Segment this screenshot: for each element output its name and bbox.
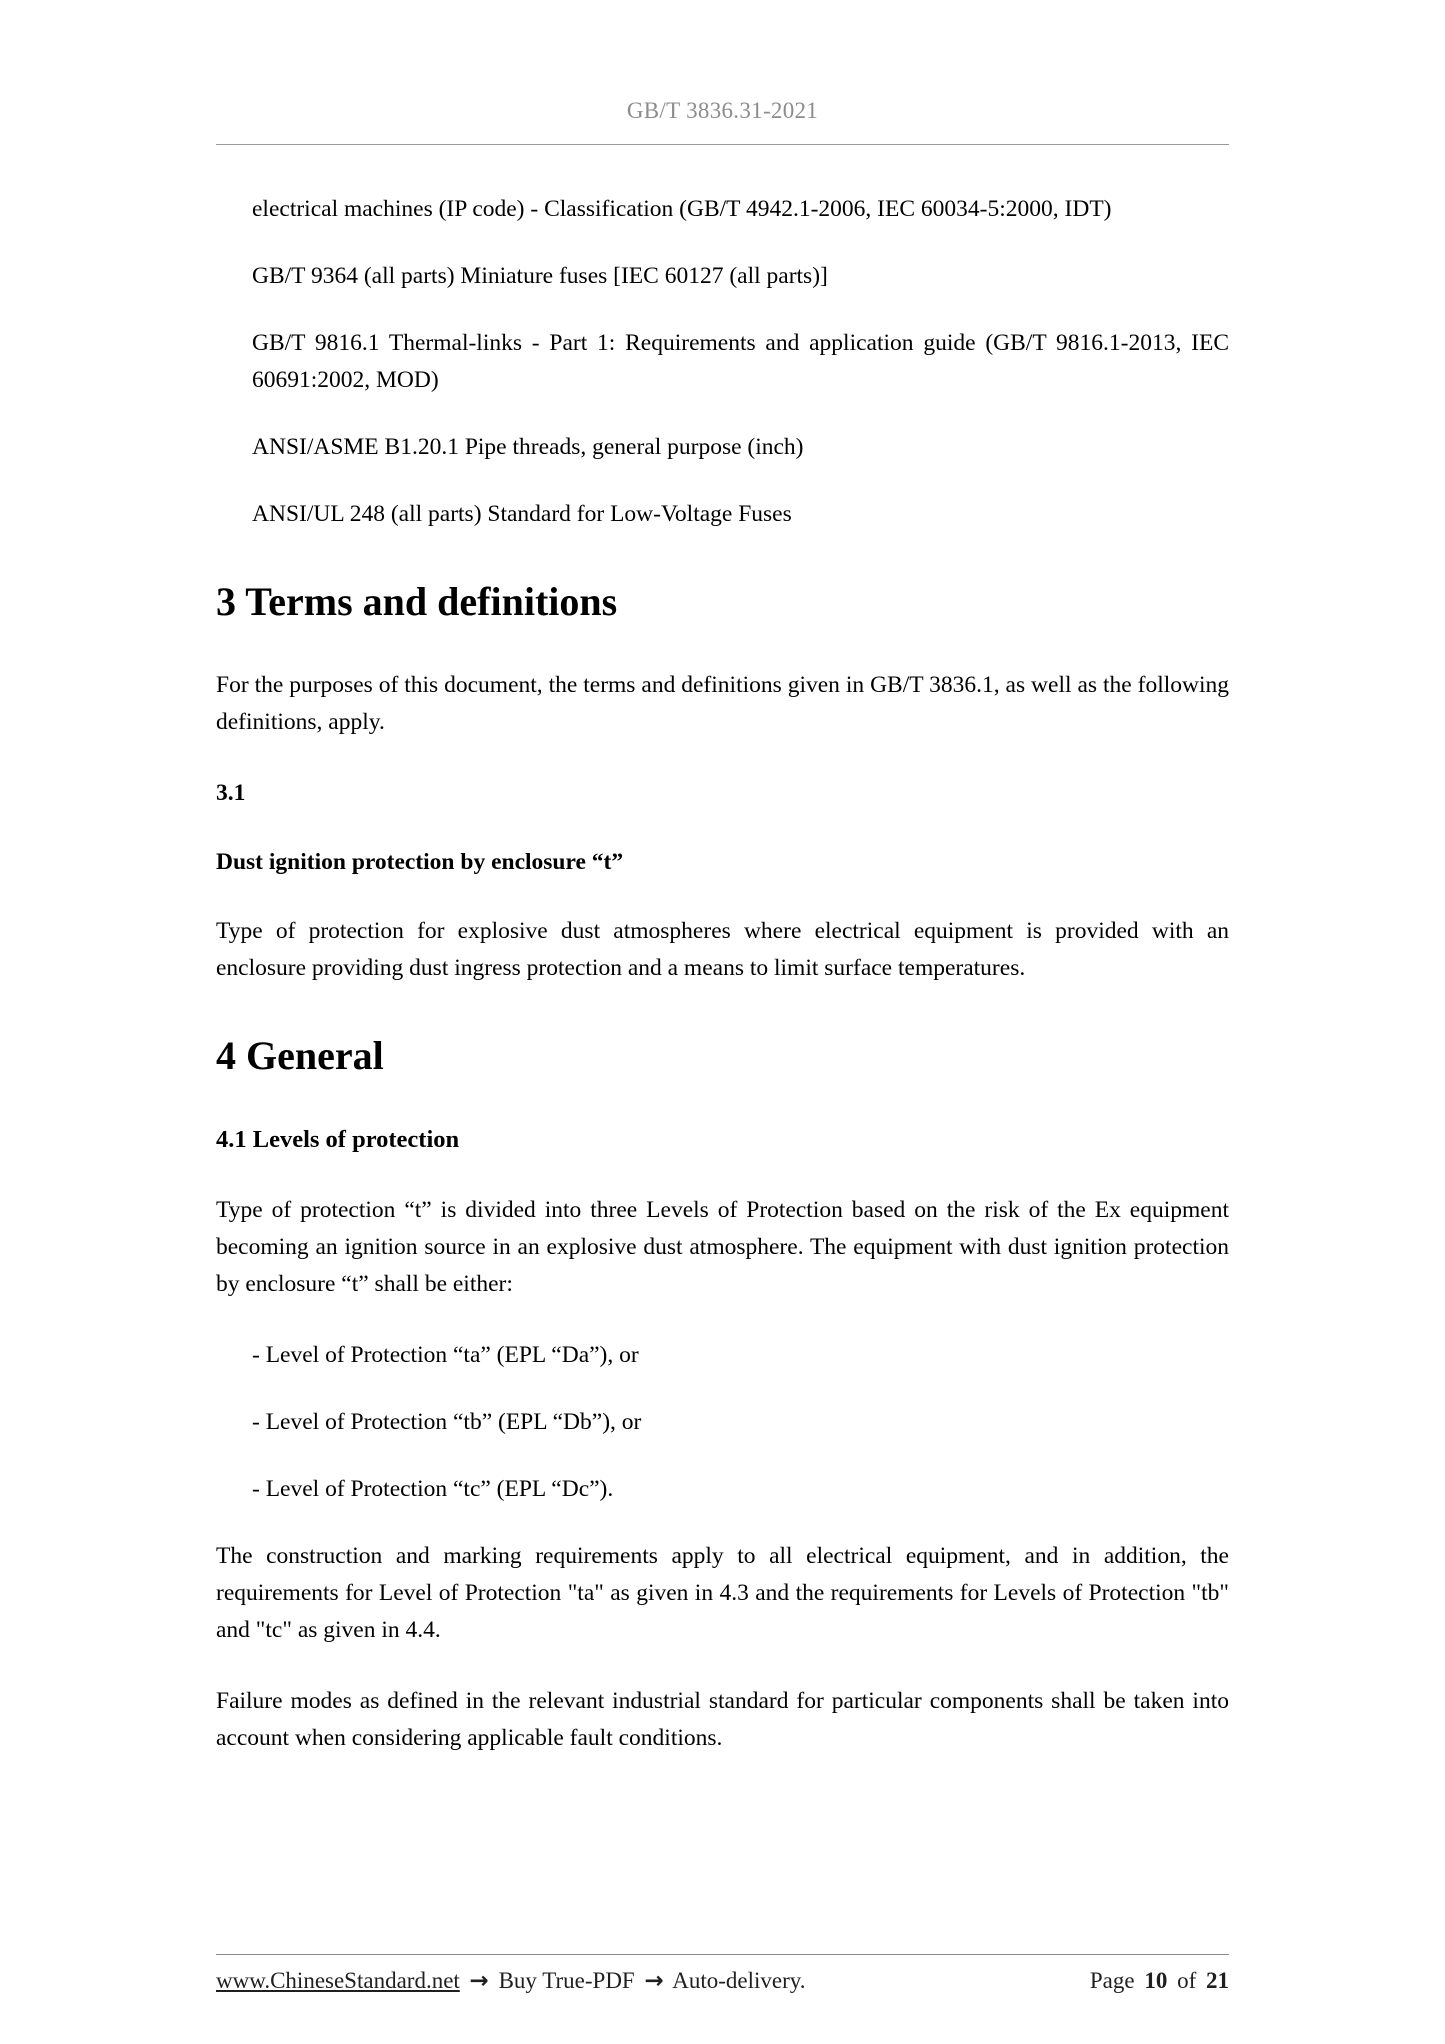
page-indicator [1090, 1968, 1229, 1994]
arrow-right-icon: → [644, 1968, 664, 1994]
term-title: Dust ignition protection by enclosure “t” [216, 849, 624, 875]
levels-intro-paragraph: Type of protection “t” is divided into three Levels of Protection based on the risk of the Ex equipment becoming an ignition source in an explosive dust atmosphere. The equipment with dust ignition protection by enclosure “t” shall be either: [216, 1197, 1229, 1297]
reference-paragraph: electrical machines (IP code) - Classification (GB/T 4942.1-2006, IEC 60034-5:2000, IDT) [252, 196, 1112, 222]
reference-paragraph: ANSI/ASME B1.20.1 Pipe threads, general purpose (inch) [252, 434, 804, 460]
arrow-right-icon: → [469, 1968, 489, 1994]
page-number: 10 [1144, 1968, 1168, 1993]
term-number: 3.1 [216, 780, 246, 806]
level-list-item: - Level of Protection “tb” (EPL “Db”), or [252, 1409, 642, 1435]
footer-site-link[interactable]: www.ChineseStandard.net [216, 1968, 460, 1993]
total-pages: 21 [1206, 1968, 1229, 1993]
page-content [216, 191, 1229, 1757]
page-header-title: GB/T 3836.31-2021 [626, 98, 819, 123]
term-definition-paragraph: Type of protection for explosive dust atmospheres where electrical equipment is provided with an enclosure providing dust ingress protection and a means to limit surface temperatures. [216, 918, 1229, 981]
section-3-heading: 3 Terms and definitions [216, 579, 618, 624]
reference-paragraph: ANSI/UL 248 (all parts) Standard for Low-Voltage Fuses [252, 501, 792, 527]
section-3-intro-paragraph: For the purposes of this document, the terms and definitions given in GB/T 3836.1, as well as the following definitions, apply. [216, 672, 1229, 735]
construction-requirements-paragraph: The construction and marking requirements apply to all electrical equipment, and in addition, the requirements for Level of Protection "ta" as given in 4.3 and the requirements for Levels of Protection "tb" and "tc" as given in 4.4. [216, 1543, 1229, 1643]
footer-delivery-text: Auto-delivery. [672, 1968, 806, 1993]
footer-buy-text: Buy True-PDF [498, 1968, 635, 1993]
page-footer [216, 1954, 1229, 1994]
of-label: of [1177, 1968, 1197, 1993]
footer-source-line [216, 1968, 810, 1994]
page-label: Page [1089, 1968, 1135, 1993]
header-divider [216, 144, 1229, 145]
level-list-item: - Level of Protection “tc” (EPL “Dc”). [252, 1476, 614, 1502]
reference-paragraph: GB/T 9364 (all parts) Miniature fuses [IEC 60127 (all parts)] [252, 263, 828, 289]
failure-modes-paragraph: Failure modes as defined in the relevant industrial standard for particular components shall be taken into account when considering applicable fault conditions. [216, 1688, 1229, 1751]
section-4-heading: 4 General [216, 1033, 384, 1078]
reference-paragraph: GB/T 9816.1 Thermal-links - Part 1: Requirements and application guide (GB/T 9816.1-2013, IEC 60691:2002, MOD) [252, 330, 1229, 393]
level-list-item: - Level of Protection “ta” (EPL “Da”), or [252, 1342, 639, 1368]
subsection-4-1-heading: 4.1 Levels of protection [216, 1126, 460, 1153]
